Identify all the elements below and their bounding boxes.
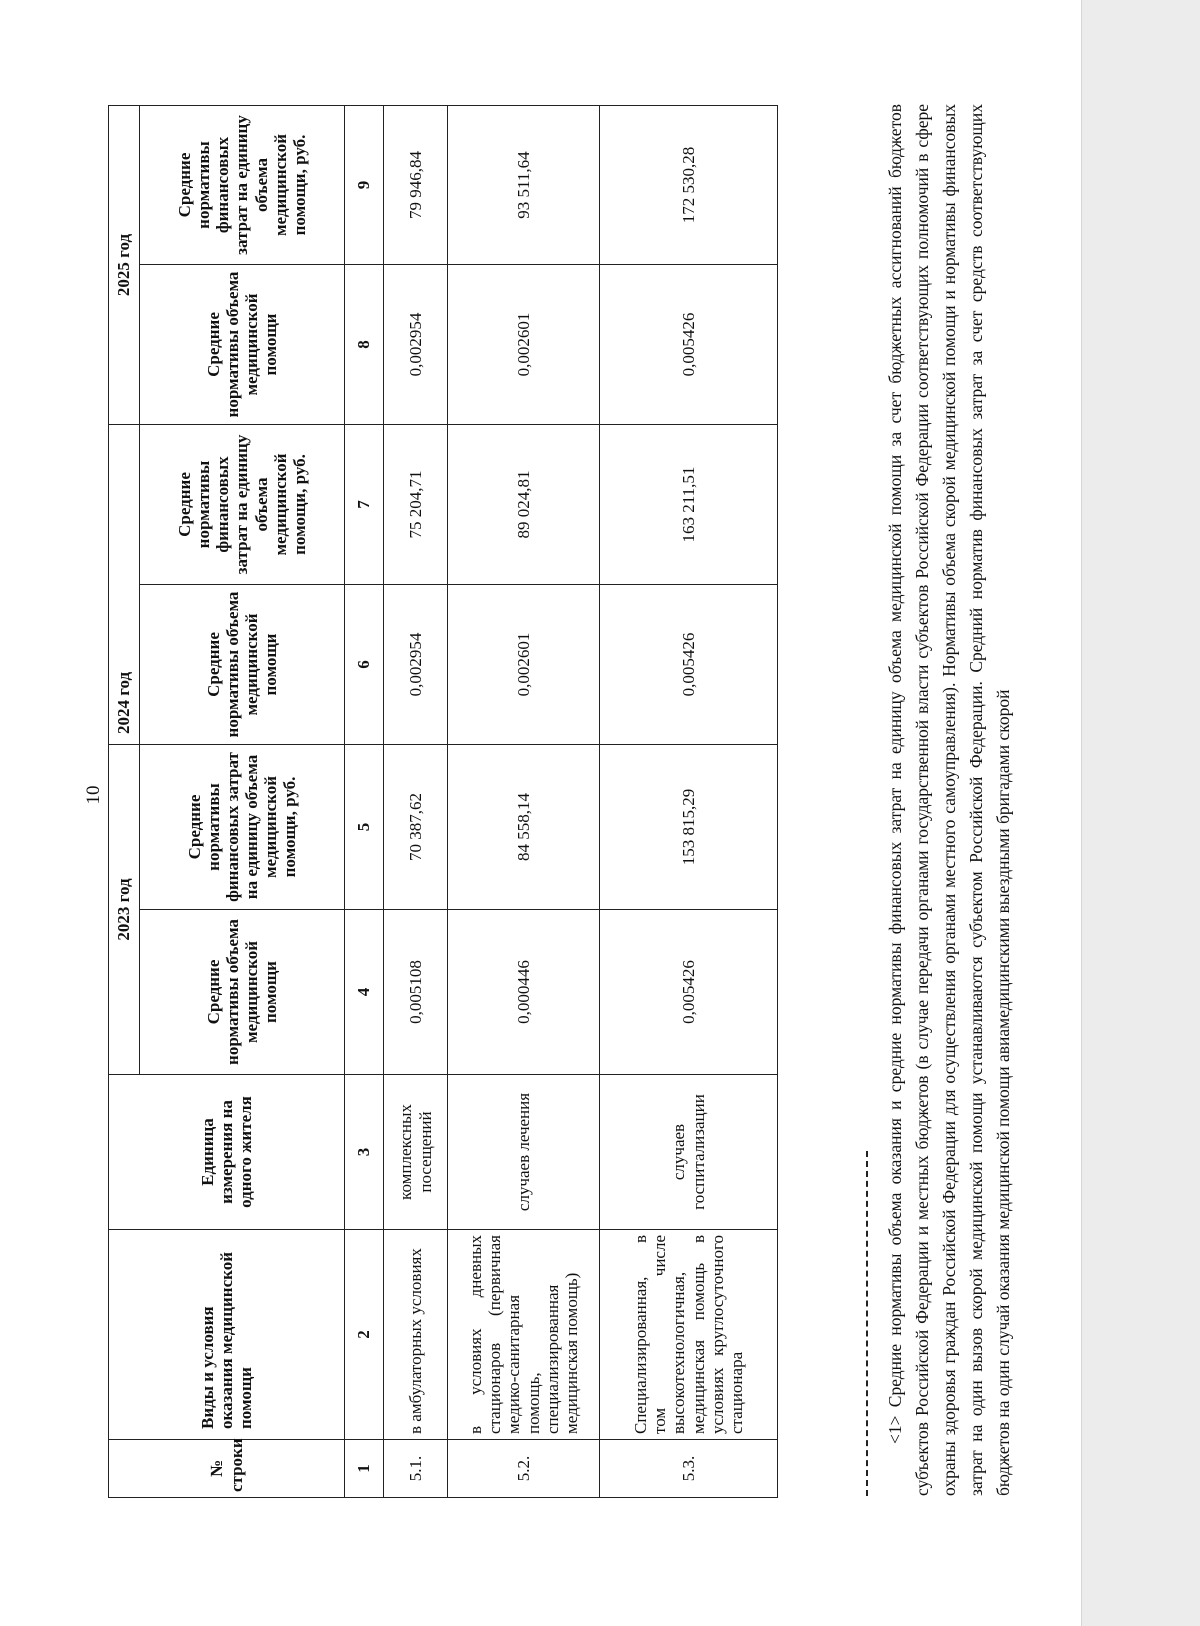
cost-2023: 84 558,14 bbox=[448, 745, 600, 910]
cost-2024: 163 211,51 bbox=[600, 425, 778, 585]
volume-2024: 0,002954 bbox=[384, 585, 448, 745]
column-number: 1 bbox=[345, 1440, 384, 1498]
cost-2024: 75 204,71 bbox=[384, 425, 448, 585]
cost-2025: 93 511,64 bbox=[448, 106, 600, 265]
column-number: 4 bbox=[345, 910, 384, 1075]
header-row-number: № строки bbox=[109, 1440, 345, 1498]
footnote-separator bbox=[866, 1151, 868, 1496]
row-number: 5.2. bbox=[448, 1440, 600, 1498]
row-number: 5.1. bbox=[384, 1440, 448, 1498]
row-unit: случаев госпитализации bbox=[600, 1075, 778, 1230]
header-unit: Единица измерения на одного жителя bbox=[109, 1075, 345, 1230]
volume-2023: 0,005426 bbox=[600, 910, 778, 1075]
column-number: 5 bbox=[345, 745, 384, 910]
volume-2024: 0,002601 bbox=[448, 585, 600, 745]
header-cost-2023: Средние нормативы финансовых затрат на единицу объема медицинской помощи, руб. bbox=[140, 745, 345, 910]
header-volume-2023: Средние нормативы объема медицинской помощи bbox=[140, 910, 345, 1075]
cost-2024: 89 024,81 bbox=[448, 425, 600, 585]
header-cost-2025: Средние нормативы финансовых затрат на единицу объема медицинской помощи, руб. bbox=[140, 106, 345, 265]
column-number: 6 bbox=[345, 585, 384, 745]
column-numbers-row bbox=[345, 106, 384, 1498]
footnote-text: <1> Средние нормативы объема оказания и средние нормативы финансовых затрат на единицу объема медицинской помощи за счет бюджетных ассигнований бюджетов субъектов Российской Федерации и местных бюджетов (в случае передачи органами государственной власти субъектов Российской Федерации соответствующих полномочий в сфере охраны здоровья граждан Российской Федерации для осуществления органами местного самоуправления). Нормативы объема скорой медицинской помощи и нормативы финансовых затрат на один вызов скорой медицинской помощи устанавливаются субъектом Российской Федерации. Средний норматив финансовых затрат за счет средств соответствующих бюджетов на один случай оказания медицинской помощи авиамедицинскими выездными бригадами скорой bbox=[885, 104, 1013, 1496]
header-volume-2024: Средние нормативы объема медицинской помощи bbox=[140, 585, 345, 745]
volume-2024: 0,005426 bbox=[600, 585, 778, 745]
cost-2025: 79 946,84 bbox=[384, 106, 448, 265]
viewer-side-panel bbox=[1081, 0, 1200, 1626]
volume-2023: 0,005108 bbox=[384, 910, 448, 1075]
column-number: 2 bbox=[345, 1230, 384, 1440]
volume-2025: 0,005426 bbox=[600, 265, 778, 425]
row-kind: Специализированная, в том числе высокотехнологичная, медицинская помощь в условиях круглосуточного стационара bbox=[600, 1230, 778, 1440]
cost-2023: 70 387,62 bbox=[384, 745, 448, 910]
row-kind: в условиях дневных стационаров (первичная медико-санитарная помощь, специализированная медицинская помощь) bbox=[448, 1230, 600, 1440]
header-year-2024: 2024 год bbox=[109, 425, 140, 745]
table-row bbox=[600, 106, 778, 1498]
row-unit: случаев лечения bbox=[448, 1075, 600, 1230]
header-cost-2024: Средние нормативы финансовых затрат на единицу объема медицинской помощи, руб. bbox=[140, 425, 345, 585]
row-number: 5.3. bbox=[600, 1440, 778, 1498]
column-number: 8 bbox=[345, 265, 384, 425]
table-row bbox=[384, 106, 448, 1498]
page-number: 10 bbox=[83, 785, 104, 805]
volume-2023: 0,000446 bbox=[448, 910, 600, 1075]
cost-2025: 172 530,28 bbox=[600, 106, 778, 265]
header-year-2025: 2025 год bbox=[109, 106, 140, 425]
norms-table bbox=[108, 105, 778, 1498]
volume-2025: 0,002601 bbox=[448, 265, 600, 425]
column-number: 7 bbox=[345, 425, 384, 585]
header-year-2023: 2023 год bbox=[109, 745, 140, 1075]
volume-2025: 0,002954 bbox=[384, 265, 448, 425]
row-unit: комплексных посещений bbox=[384, 1075, 448, 1230]
cost-2023: 153 815,29 bbox=[600, 745, 778, 910]
column-number: 9 bbox=[345, 106, 384, 265]
table-row bbox=[448, 106, 600, 1498]
header-volume-2025: Средние нормативы объема медицинской помощи bbox=[140, 265, 345, 425]
footnote bbox=[882, 104, 1017, 1496]
header-kind: Виды и условия оказания медицинской помощи bbox=[109, 1230, 345, 1440]
row-kind: в амбулаторных условиях bbox=[384, 1230, 448, 1440]
column-number: 3 bbox=[345, 1075, 384, 1230]
